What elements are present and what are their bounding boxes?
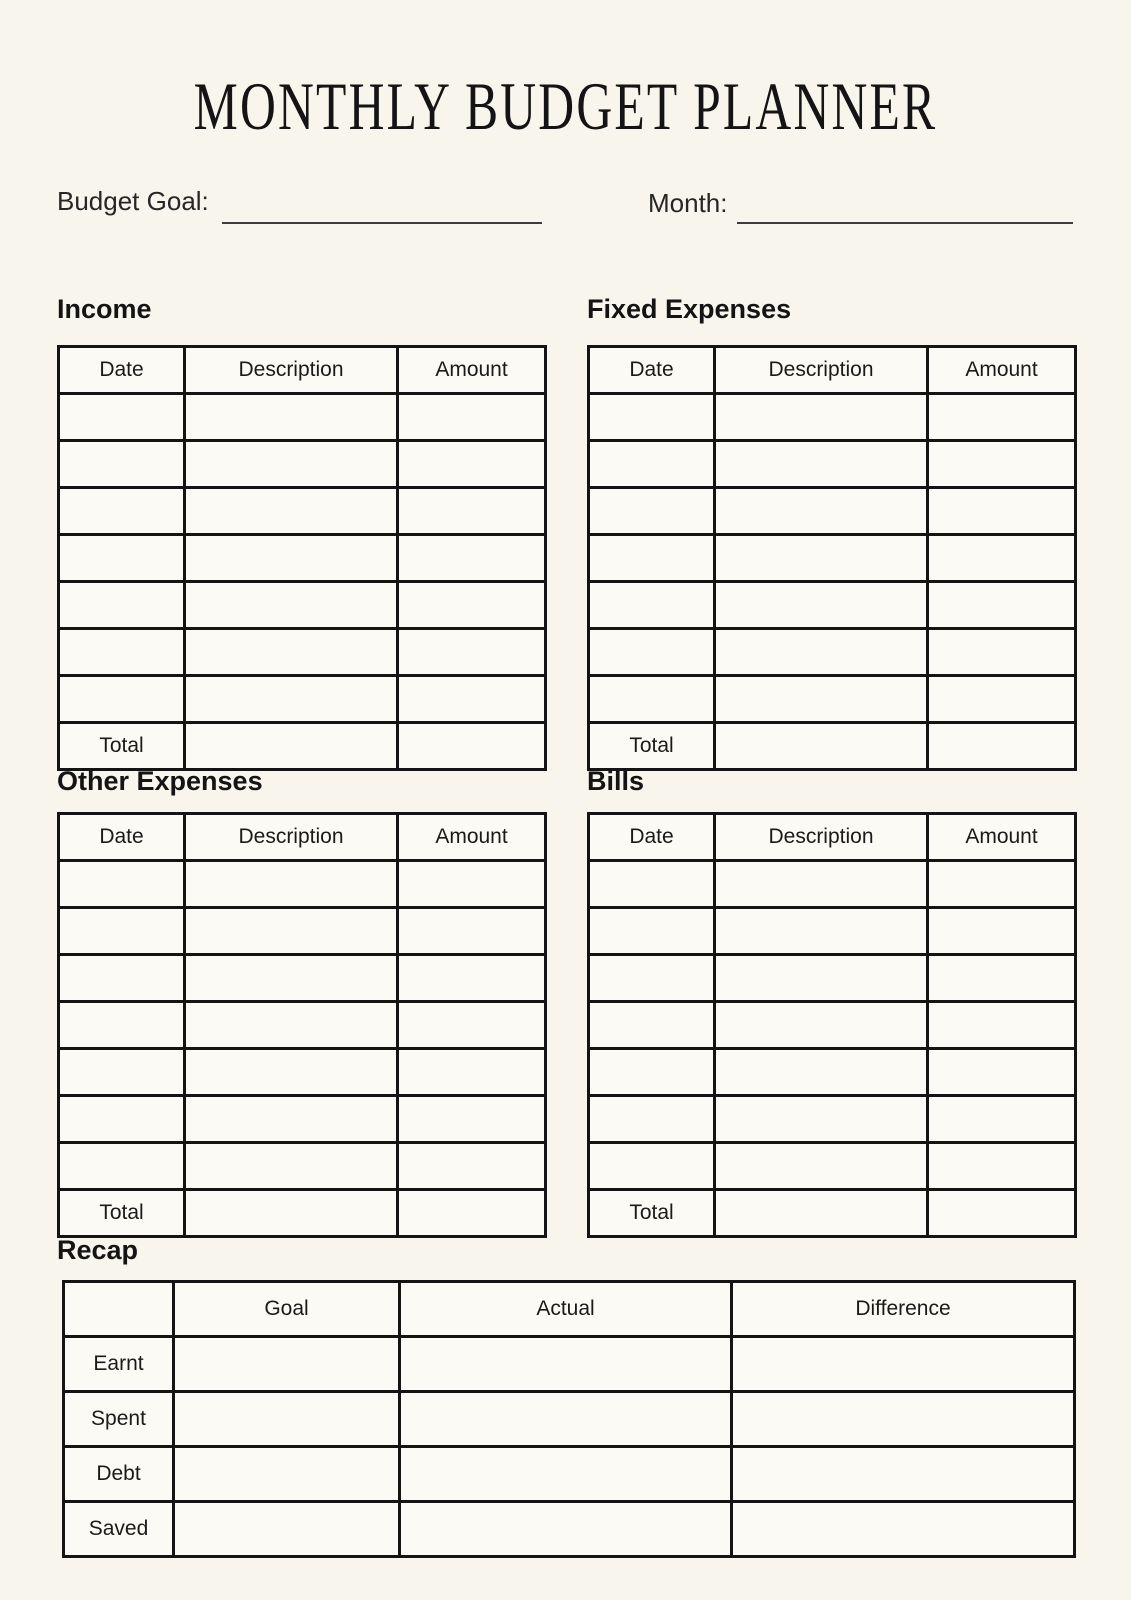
empty-cell[interactable] [185, 1096, 398, 1143]
empty-cell[interactable] [715, 1002, 928, 1049]
empty-cell[interactable] [398, 394, 546, 441]
empty-cell[interactable] [400, 1337, 732, 1392]
empty-cell[interactable] [398, 1096, 546, 1143]
table-row [59, 908, 546, 955]
empty-cell[interactable] [715, 582, 928, 629]
other-expenses-col-description: Description [185, 814, 398, 861]
income-col-date: Date [59, 347, 185, 394]
empty-cell[interactable] [715, 908, 928, 955]
empty-cell[interactable] [398, 582, 546, 629]
recap-col-actual: Actual [400, 1282, 732, 1337]
other-expenses-col-date: Date [59, 814, 185, 861]
recap-row-saved [64, 1502, 1075, 1557]
table-row [59, 394, 546, 441]
empty-cell[interactable] [59, 908, 185, 955]
empty-cell[interactable] [715, 676, 928, 723]
empty-cell[interactable] [398, 535, 546, 582]
empty-cell[interactable] [185, 1002, 398, 1049]
fixed-expenses-section-title: Fixed Expenses [587, 294, 792, 324]
empty-cell[interactable] [589, 394, 715, 441]
fixed-expenses-total-label: Total [589, 723, 715, 770]
month-input-line[interactable] [737, 222, 1073, 224]
empty-cell[interactable] [185, 955, 398, 1002]
table-row [589, 441, 1076, 488]
empty-cell[interactable] [928, 1143, 1076, 1190]
empty-cell[interactable] [59, 1049, 185, 1096]
empty-cell[interactable] [398, 955, 546, 1002]
empty-cell[interactable] [589, 488, 715, 535]
empty-cell[interactable] [928, 488, 1076, 535]
bills-col-description: Description [715, 814, 928, 861]
table-row [59, 582, 546, 629]
recap-col-goal: Goal [174, 1282, 400, 1337]
empty-cell[interactable] [59, 861, 185, 908]
empty-cell[interactable] [928, 1096, 1076, 1143]
total-row [59, 723, 546, 770]
empty-cell[interactable] [185, 1143, 398, 1190]
income-section-title: Income [57, 294, 152, 324]
empty-cell[interactable] [589, 629, 715, 676]
empty-cell[interactable] [589, 582, 715, 629]
empty-cell[interactable] [185, 441, 398, 488]
table-row [589, 1049, 1076, 1096]
empty-cell[interactable] [732, 1447, 1075, 1502]
bills-col-date: Date [589, 814, 715, 861]
table-header-row [589, 814, 1076, 861]
empty-cell[interactable] [715, 535, 928, 582]
table-row [589, 676, 1076, 723]
empty-cell[interactable] [715, 1096, 928, 1143]
table-row [59, 1096, 546, 1143]
recap-table [62, 1280, 1076, 1558]
empty-cell[interactable] [59, 535, 185, 582]
empty-cell[interactable] [732, 1337, 1075, 1392]
empty-cell[interactable] [715, 441, 928, 488]
empty-cell[interactable] [185, 582, 398, 629]
recap-row-earnt [64, 1337, 1075, 1392]
empty-cell[interactable] [174, 1337, 400, 1392]
empty-cell[interactable] [589, 955, 715, 1002]
recap-row-debt [64, 1447, 1075, 1502]
income-col-amount: Amount [398, 347, 546, 394]
empty-cell[interactable] [589, 1049, 715, 1096]
table-header-row [59, 814, 546, 861]
empty-cell[interactable] [185, 1190, 398, 1237]
empty-cell[interactable] [185, 1049, 398, 1096]
other-expenses-section-title: Other Expenses [57, 766, 263, 796]
table-row [589, 394, 1076, 441]
table-row [589, 861, 1076, 908]
recap-row-spent [64, 1392, 1075, 1447]
bills-col-amount: Amount [928, 814, 1076, 861]
empty-cell[interactable] [928, 1190, 1076, 1237]
empty-cell[interactable] [928, 676, 1076, 723]
empty-cell[interactable] [398, 488, 546, 535]
empty-cell[interactable] [928, 861, 1076, 908]
empty-cell[interactable] [928, 908, 1076, 955]
month-label: Month: [648, 188, 728, 218]
empty-cell[interactable] [589, 908, 715, 955]
empty-cell[interactable] [928, 535, 1076, 582]
empty-cell[interactable] [715, 1143, 928, 1190]
table-row [59, 861, 546, 908]
table-row [589, 955, 1076, 1002]
income-col-description: Description [185, 347, 398, 394]
table-row [589, 1002, 1076, 1049]
empty-cell[interactable] [928, 629, 1076, 676]
empty-cell[interactable] [398, 723, 546, 770]
empty-cell[interactable] [928, 394, 1076, 441]
table-header-row [64, 1282, 1075, 1337]
empty-cell[interactable] [732, 1502, 1075, 1557]
budget-goal-label: Budget Goal: [57, 186, 209, 216]
empty-cell[interactable] [928, 441, 1076, 488]
empty-cell[interactable] [589, 861, 715, 908]
empty-cell[interactable] [398, 676, 546, 723]
empty-cell[interactable] [185, 676, 398, 723]
bills-section-title: Bills [587, 766, 645, 796]
empty-cell[interactable] [59, 676, 185, 723]
empty-cell[interactable] [398, 861, 546, 908]
recap-row-label: Earnt [64, 1337, 174, 1392]
empty-cell[interactable] [715, 488, 928, 535]
recap-row-label: Debt [64, 1447, 174, 1502]
table-row [589, 1143, 1076, 1190]
table-row [59, 955, 546, 1002]
empty-cell[interactable] [185, 488, 398, 535]
empty-cell[interactable] [398, 908, 546, 955]
empty-cell[interactable] [715, 955, 928, 1002]
bills-table [587, 812, 1077, 1238]
recap-col-difference: Difference [732, 1282, 1075, 1337]
table-header-row [59, 347, 546, 394]
empty-cell[interactable] [589, 441, 715, 488]
empty-cell[interactable] [589, 676, 715, 723]
empty-cell[interactable] [398, 1002, 546, 1049]
fixed-expenses-col-amount: Amount [928, 347, 1076, 394]
income-table [57, 345, 547, 771]
fixed-expenses-col-description: Description [715, 347, 928, 394]
empty-cell[interactable] [174, 1447, 400, 1502]
table-header-row [589, 347, 1076, 394]
empty-cell[interactable] [185, 908, 398, 955]
empty-cell[interactable] [715, 1049, 928, 1096]
other-expenses-total-label: Total [59, 1190, 185, 1237]
empty-cell[interactable] [185, 861, 398, 908]
empty-cell[interactable] [400, 1447, 732, 1502]
table-row [589, 488, 1076, 535]
empty-cell[interactable] [928, 955, 1076, 1002]
table-row [589, 535, 1076, 582]
recap-row-label: Spent [64, 1392, 174, 1447]
empty-cell[interactable] [185, 723, 398, 770]
table-row [59, 535, 546, 582]
empty-cell[interactable] [589, 1143, 715, 1190]
empty-cell[interactable] [185, 394, 398, 441]
empty-cell[interactable] [174, 1502, 400, 1557]
bills-total-label: Total [589, 1190, 715, 1237]
empty-cell[interactable] [589, 1096, 715, 1143]
empty-cell[interactable] [185, 629, 398, 676]
recap-corner-cell [64, 1282, 174, 1337]
empty-cell[interactable] [59, 582, 185, 629]
empty-cell[interactable] [59, 488, 185, 535]
table-row [59, 629, 546, 676]
table-row [59, 1049, 546, 1096]
empty-cell[interactable] [59, 1002, 185, 1049]
empty-cell[interactable] [59, 394, 185, 441]
table-row [589, 908, 1076, 955]
empty-cell[interactable] [732, 1392, 1075, 1447]
empty-cell[interactable] [715, 394, 928, 441]
table-row [589, 629, 1076, 676]
empty-cell[interactable] [398, 441, 546, 488]
empty-cell[interactable] [589, 535, 715, 582]
empty-cell[interactable] [400, 1502, 732, 1557]
budget-goal-input-line[interactable] [222, 222, 542, 224]
fixed-expenses-table [587, 345, 1077, 771]
empty-cell[interactable] [174, 1392, 400, 1447]
table-row [59, 441, 546, 488]
recap-row-label: Saved [64, 1502, 174, 1557]
table-row [589, 582, 1076, 629]
empty-cell[interactable] [398, 1049, 546, 1096]
total-row [59, 1190, 546, 1237]
empty-cell[interactable] [928, 582, 1076, 629]
empty-cell[interactable] [715, 629, 928, 676]
empty-cell[interactable] [59, 1143, 185, 1190]
table-row [59, 1002, 546, 1049]
income-total-label: Total [59, 723, 185, 770]
empty-cell[interactable] [928, 1002, 1076, 1049]
table-row [59, 676, 546, 723]
recap-section-title: Recap [57, 1235, 139, 1265]
empty-cell[interactable] [59, 1096, 185, 1143]
empty-cell[interactable] [398, 629, 546, 676]
table-row [59, 1143, 546, 1190]
empty-cell[interactable] [928, 723, 1076, 770]
other-expenses-table [57, 812, 547, 1238]
empty-cell[interactable] [59, 955, 185, 1002]
empty-cell[interactable] [715, 723, 928, 770]
empty-cell[interactable] [715, 1190, 928, 1237]
empty-cell[interactable] [589, 1002, 715, 1049]
table-row [59, 488, 546, 535]
table-row [589, 1096, 1076, 1143]
other-expenses-col-amount: Amount [398, 814, 546, 861]
empty-cell[interactable] [185, 535, 398, 582]
total-row [589, 723, 1076, 770]
empty-cell[interactable] [400, 1392, 732, 1447]
empty-cell[interactable] [59, 441, 185, 488]
empty-cell[interactable] [928, 1049, 1076, 1096]
fixed-expenses-col-date: Date [589, 347, 715, 394]
empty-cell[interactable] [398, 1143, 546, 1190]
page-title: MONTHLY BUDGET PLANNER [193, 68, 938, 144]
empty-cell[interactable] [59, 629, 185, 676]
empty-cell[interactable] [715, 861, 928, 908]
total-row [589, 1190, 1076, 1237]
empty-cell[interactable] [398, 1190, 546, 1237]
